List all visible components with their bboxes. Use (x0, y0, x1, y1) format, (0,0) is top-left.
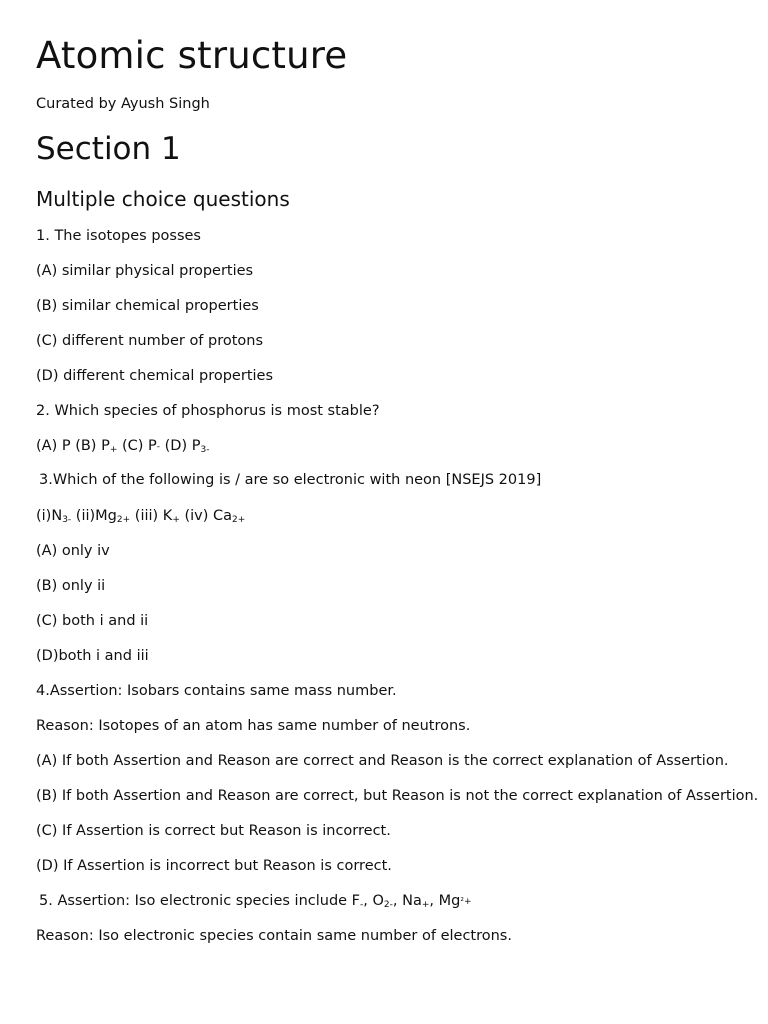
q3-species-text: (iii) K (130, 508, 173, 524)
q5-assertion-text: 5. Assertion: Iso electronic species include F (39, 893, 361, 909)
q3-option-b: (B) only ii (36, 578, 106, 594)
charge-superscript: + (109, 445, 118, 455)
q4-option-b: (B) If both Assertion and Reason are correct, but Reason is not the correct explanation of Assertion. (36, 788, 759, 804)
q2-options (36, 436, 209, 456)
q5-assertion-text: , Mg (429, 893, 461, 909)
q3-species-text: (ii)Mg (71, 508, 117, 524)
q1-option-d: (D) different chemical properties (36, 368, 274, 384)
q2-option-text: (D) P (160, 438, 201, 454)
q2-option-text: (A) P (B) P (36, 438, 110, 454)
charge-superscript: 2+ (116, 515, 131, 525)
q4-option-a: (A) If both Assertion and Reason are correct and Reason is the correct explanation of Assertion. (36, 753, 729, 769)
q1-option-c: (C) different number of protons (36, 333, 264, 349)
question-3: 3.Which of the following is / are so electronic with neon [NSEJS 2019] (39, 472, 542, 488)
q3-species-text: (i)N (36, 508, 63, 524)
q4-assertion: 4.Assertion: Isobars contains same mass number. (36, 683, 397, 699)
q4-option-d: (D) If Assertion is incorrect but Reason is correct. (36, 858, 392, 874)
q5-reason: Reason: Iso electronic species contain same number of electrons. (36, 928, 512, 944)
section-heading: Section 1 (36, 131, 181, 167)
subsection-heading: Multiple choice questions (36, 187, 290, 211)
q3-option-c: (C) both i and ii (36, 613, 149, 629)
q3-option-d: (D)both i and iii (36, 648, 149, 664)
q5-assertion (39, 891, 472, 911)
q1-option-b: (B) similar chemical properties (36, 298, 259, 314)
charge-superscript: + (172, 515, 180, 525)
q5-assertion-text: , Na (392, 893, 422, 909)
charge-superscript: + (421, 900, 430, 910)
charge-superscript: ²+ (460, 897, 472, 907)
q3-species (36, 506, 245, 526)
q5-assertion-text: , O (363, 893, 384, 909)
document-title: Atomic structure (36, 34, 348, 77)
charge-superscript: - (156, 442, 161, 452)
q3-species-text: (iv) Ca (179, 508, 233, 524)
q2-option-text: (C) P (117, 438, 157, 454)
charge-superscript: 2- (383, 900, 393, 910)
charge-superscript: 2+ (232, 515, 246, 525)
author-byline: Curated by Ayush Singh (36, 96, 210, 112)
question-1: 1. The isotopes posses (36, 228, 201, 244)
q1-option-a: (A) similar physical properties (36, 263, 254, 279)
q3-option-a: (A) only iv (36, 543, 110, 559)
q4-option-c: (C) If Assertion is correct but Reason is incorrect. (36, 823, 391, 839)
charge-superscript: 3- (62, 515, 72, 525)
question-2: 2. Which species of phosphorus is most stable? (36, 403, 380, 419)
q4-reason: Reason: Isotopes of an atom has same number of neutrons. (36, 718, 471, 734)
charge-superscript: - (360, 900, 364, 910)
charge-superscript: 3- (200, 445, 210, 455)
